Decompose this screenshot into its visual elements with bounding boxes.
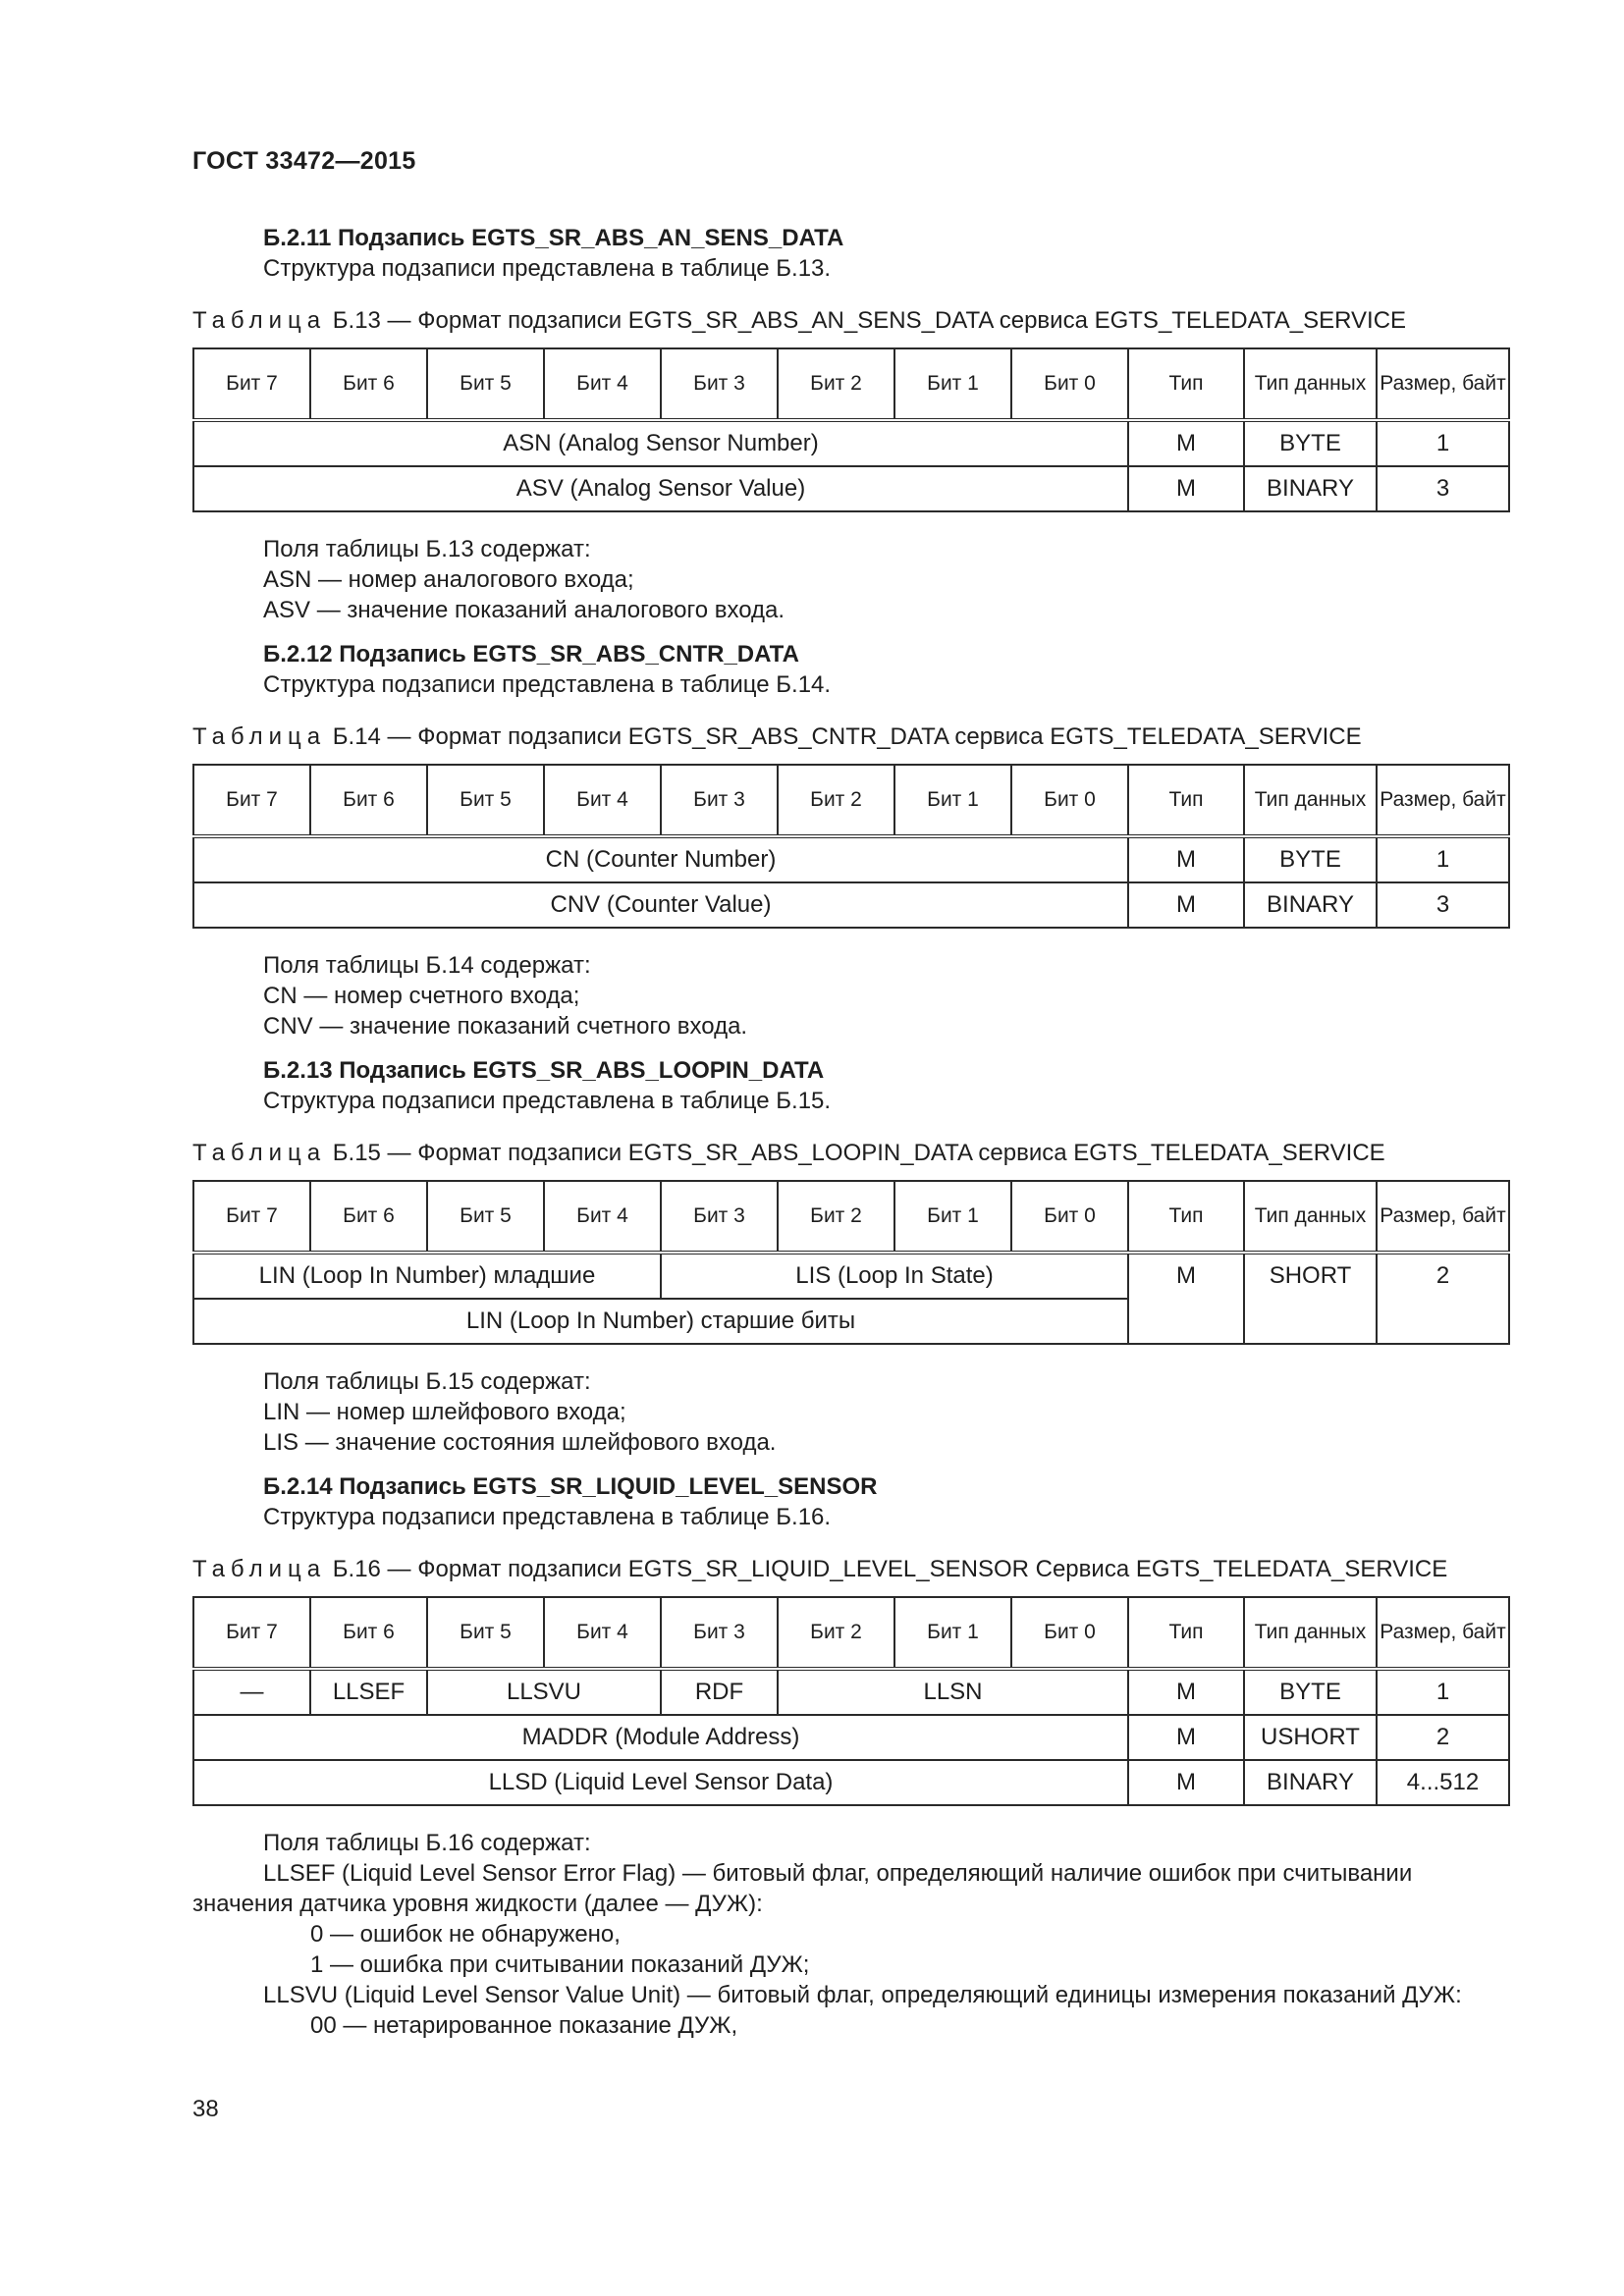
col-header-size: Размер, байт xyxy=(1377,1597,1509,1669)
field-value-item: 00 — нетарированное показание ДУЖ, xyxy=(310,2012,738,2039)
col-header-size: Размер, байт xyxy=(1377,348,1509,420)
field-description-b16 xyxy=(192,1828,1508,2041)
col-header-type: Тип xyxy=(1128,1597,1244,1669)
data-type-cell: BYTE xyxy=(1244,1669,1377,1715)
section-heading-b213: Б.2.13 Подзапись EGTS_SR_ABS_LOOPIN_DATA xyxy=(263,1057,825,1084)
col-header-bit2: Бит 2 xyxy=(778,1181,894,1253)
bit7-cell: — xyxy=(193,1669,310,1715)
section-text-b214: Структура подзаписи представлена в таблице Б.16. xyxy=(263,1504,832,1530)
data-type-cell: SHORT xyxy=(1244,1253,1377,1344)
table-caption-b14: Таблица Б.14 — Формат подзаписи EGTS_SR_ABS_CNTR_DATA сервиса EGTS_TELEDATA_SERVICE xyxy=(192,723,1362,750)
col-header-bit6: Бит 6 xyxy=(310,1181,427,1253)
section-heading-b212: Б.2.12 Подзапись EGTS_SR_ABS_CNTR_DATA xyxy=(263,641,799,667)
col-header-bit0: Бит 0 xyxy=(1011,1181,1128,1253)
col-header-bit3: Бит 3 xyxy=(661,348,778,420)
col-header-bit5: Бит 5 xyxy=(427,765,544,836)
field-item: CNV — значение показаний счетного входа. xyxy=(263,1013,748,1040)
col-header-bit4: Бит 4 xyxy=(544,1181,661,1253)
table-b15 xyxy=(192,1180,1510,1345)
col-header-type: Тип xyxy=(1128,765,1244,836)
field-cell: ASV (Analog Sensor Value) xyxy=(193,466,1128,511)
data-type-cell: USHORT xyxy=(1244,1715,1377,1760)
col-header-bit4: Бит 4 xyxy=(544,348,661,420)
col-header-bit2: Бит 2 xyxy=(778,1597,894,1669)
col-header-bit1: Бит 1 xyxy=(894,1181,1011,1253)
llsn-cell: LLSN xyxy=(778,1669,1128,1715)
table-caption-b13: Таблица Б.13 — Формат подзаписи EGTS_SR_ABS_AN_SENS_DATA сервиса EGTS_TELEDATA_SERVICE xyxy=(192,307,1407,334)
section-text-b211: Структура подзаписи представлена в таблице Б.13. xyxy=(263,255,832,282)
field-description-b13 xyxy=(192,534,1508,625)
table-caption-b16: Таблица Б.16 — Формат подзаписи EGTS_SR_LIQUID_LEVEL_SENSOR Сервиса EGTS_TELEDATA_SERVICE xyxy=(192,1556,1448,1582)
table-row xyxy=(193,882,1509,928)
field-description-b14 xyxy=(192,950,1508,1041)
col-header-data-type: Тип данных xyxy=(1244,765,1377,836)
col-header-bit0: Бит 0 xyxy=(1011,1597,1128,1669)
section-heading-b211: Б.2.11 Подзапись EGTS_SR_ABS_AN_SENS_DATA xyxy=(263,225,844,251)
table-row xyxy=(193,1669,1509,1715)
fields-intro: Поля таблицы Б.13 содержат: xyxy=(263,536,591,562)
size-cell: 3 xyxy=(1377,466,1509,511)
data-type-cell: BYTE xyxy=(1244,836,1377,882)
document-header: ГОСТ 33472—2015 xyxy=(192,147,416,175)
col-header-bit1: Бит 1 xyxy=(894,765,1011,836)
col-header-size: Размер, байт xyxy=(1377,1181,1509,1253)
field-cell: LLSD (Liquid Level Sensor Data) xyxy=(193,1760,1128,1805)
llsef-cell: LLSEF xyxy=(310,1669,427,1715)
col-header-bit5: Бит 5 xyxy=(427,1181,544,1253)
size-cell: 2 xyxy=(1377,1715,1509,1760)
col-header-bit3: Бит 3 xyxy=(661,1597,778,1669)
field-cell: CN (Counter Number) xyxy=(193,836,1128,882)
rdf-cell: RDF xyxy=(661,1669,778,1715)
col-header-bit5: Бит 5 xyxy=(427,1597,544,1669)
llsvu-cell: LLSVU xyxy=(427,1669,661,1715)
section-heading-b214: Б.2.14 Подзапись EGTS_SR_LIQUID_LEVEL_SENSOR xyxy=(263,1473,878,1500)
lin-low-cell: LIN (Loop In Number) младшие xyxy=(193,1253,661,1299)
col-header-bit2: Бит 2 xyxy=(778,765,894,836)
table-row xyxy=(193,1715,1509,1760)
field-cell: ASN (Analog Sensor Number) xyxy=(193,420,1128,466)
type-cell: M xyxy=(1128,836,1244,882)
type-cell: M xyxy=(1128,1715,1244,1760)
field-item: ASV — значение показаний аналогового входа. xyxy=(263,597,785,623)
col-header-bit2: Бит 2 xyxy=(778,348,894,420)
type-cell: M xyxy=(1128,420,1244,466)
col-header-bit7: Бит 7 xyxy=(193,1597,310,1669)
data-type-cell: BINARY xyxy=(1244,882,1377,928)
fields-intro: Поля таблицы Б.16 содержат: xyxy=(263,1830,591,1856)
size-cell: 1 xyxy=(1377,1669,1509,1715)
table-header-row xyxy=(193,1181,1509,1253)
col-header-bit6: Бит 6 xyxy=(310,1597,427,1669)
col-header-bit7: Бит 7 xyxy=(193,1181,310,1253)
col-header-bit0: Бит 0 xyxy=(1011,348,1128,420)
section-text-b212: Структура подзаписи представлена в таблице Б.14. xyxy=(263,671,832,698)
table-header-row xyxy=(193,348,1509,420)
col-header-type: Тип xyxy=(1128,348,1244,420)
table-b14 xyxy=(192,764,1510,929)
table-row xyxy=(193,1253,1509,1299)
table-row xyxy=(193,836,1509,882)
field-item: ASN — номер аналогового входа; xyxy=(263,566,634,593)
col-header-bit6: Бит 6 xyxy=(310,765,427,836)
data-type-cell: BYTE xyxy=(1244,420,1377,466)
col-header-size: Размер, байт xyxy=(1377,765,1509,836)
field-item: LIS — значение состояния шлейфового входа. xyxy=(263,1429,777,1456)
field-cell: CNV (Counter Value) xyxy=(193,882,1128,928)
field-item: CN — номер счетного входа; xyxy=(263,983,580,1009)
table-header-row xyxy=(193,1597,1509,1669)
table-row xyxy=(193,466,1509,511)
col-header-bit6: Бит 6 xyxy=(310,348,427,420)
size-cell: 2 xyxy=(1377,1253,1509,1344)
table-header-row xyxy=(193,765,1509,836)
field-item: LIN — номер шлейфового входа; xyxy=(263,1399,626,1425)
fields-intro: Поля таблицы Б.14 содержат: xyxy=(263,952,591,979)
col-header-bit1: Бит 1 xyxy=(894,348,1011,420)
size-cell: 4...512 xyxy=(1377,1760,1509,1805)
type-cell: M xyxy=(1128,1669,1244,1715)
field-item-llsef: LLSEF (Liquid Level Sensor Error Flag) — битовый флаг, определяющий наличие ошибок при считывании значения датчика уровня жидкости (далее — ДУЖ): xyxy=(192,1860,1413,1917)
field-description-b15 xyxy=(192,1366,1508,1458)
table-caption-b15: Таблица Б.15 — Формат подзаписи EGTS_SR_ABS_LOOPIN_DATA сервиса EGTS_TELEDATA_SERVICE xyxy=(192,1140,1385,1166)
lis-cell: LIS (Loop In State) xyxy=(661,1253,1128,1299)
data-type-cell: BINARY xyxy=(1244,466,1377,511)
table-b13 xyxy=(192,347,1510,512)
col-header-data-type: Тип данных xyxy=(1244,1181,1377,1253)
size-cell: 1 xyxy=(1377,836,1509,882)
col-header-bit4: Бит 4 xyxy=(544,765,661,836)
data-type-cell: BINARY xyxy=(1244,1760,1377,1805)
size-cell: 3 xyxy=(1377,882,1509,928)
col-header-data-type: Тип данных xyxy=(1244,1597,1377,1669)
field-item-llsvu: LLSVU (Liquid Level Sensor Value Unit) — битовый флаг, определяющий единицы измерения показаний ДУЖ: xyxy=(263,1982,1462,2008)
col-header-bit7: Бит 7 xyxy=(193,765,310,836)
type-cell: M xyxy=(1128,1253,1244,1344)
col-header-bit7: Бит 7 xyxy=(193,348,310,420)
table-b16 xyxy=(192,1596,1510,1806)
col-header-bit5: Бит 5 xyxy=(427,348,544,420)
document-page xyxy=(192,147,1508,2041)
col-header-data-type: Тип данных xyxy=(1244,348,1377,420)
col-header-type: Тип xyxy=(1128,1181,1244,1253)
type-cell: M xyxy=(1128,466,1244,511)
lin-high-cell: LIN (Loop In Number) старшие биты xyxy=(193,1299,1128,1344)
fields-intro: Поля таблицы Б.15 содержат: xyxy=(263,1368,591,1395)
field-value-item: 0 — ошибок не обнаружено, xyxy=(310,1921,621,1948)
type-cell: M xyxy=(1128,1760,1244,1805)
table-row xyxy=(193,1760,1509,1805)
col-header-bit4: Бит 4 xyxy=(544,1597,661,1669)
field-cell: MADDR (Module Address) xyxy=(193,1715,1128,1760)
type-cell: M xyxy=(1128,882,1244,928)
section-text-b213: Структура подзаписи представлена в таблице Б.15. xyxy=(263,1088,832,1114)
col-header-bit1: Бит 1 xyxy=(894,1597,1011,1669)
size-cell: 1 xyxy=(1377,420,1509,466)
table-row xyxy=(193,420,1509,466)
col-header-bit0: Бит 0 xyxy=(1011,765,1128,836)
col-header-bit3: Бит 3 xyxy=(661,1181,778,1253)
field-value-item: 1 — ошибка при считывании показаний ДУЖ; xyxy=(310,1951,810,1978)
col-header-bit3: Бит 3 xyxy=(661,765,778,836)
page-number: 38 xyxy=(192,2096,219,2122)
